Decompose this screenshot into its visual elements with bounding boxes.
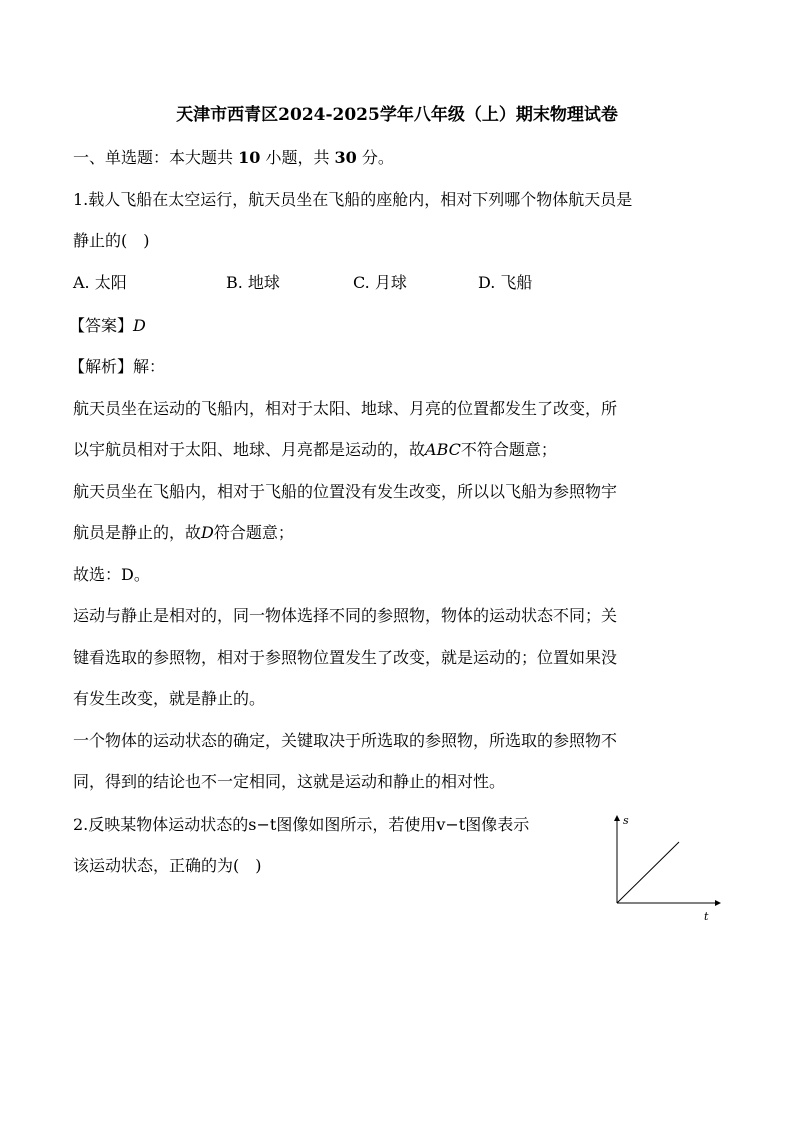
q1-analysis-p1-line2: 以宇航员相对于太阳、地球、月亮都是运动的，故ABC不符合题意； <box>73 440 557 459</box>
q1-analysis-p4-line3: 有发生改变，就是静止的。 <box>73 689 266 708</box>
q1-analysis-p2-line1: 航天员坐在飞船内，相对于飞船的位置没有发生改变，所以以飞船为参照物宇 <box>73 482 618 501</box>
q1-stem-line1: 1.载人飞船在太空运行，航天员坐在飞船的座舱内，相对下列哪个物体航天员是 <box>73 190 633 209</box>
exam-title: 天津市西青区2024-2025学年八年级（上）期末物理试卷 <box>176 105 618 125</box>
section-prefix: 一、单选题：本大题共 <box>73 148 239 167</box>
q1-option-c: C. 月球 <box>353 273 407 292</box>
q1-stem-line2: 静止的( ) <box>73 231 150 250</box>
q2-stem-line2: 该运动状态，正确的为( ) <box>73 856 262 875</box>
q1-option-b: B. 地球 <box>226 273 280 292</box>
section-suffix: 分。 <box>356 148 394 167</box>
st-line <box>617 842 679 903</box>
q2-st-graph <box>604 810 728 926</box>
section-score: 30 <box>334 148 357 167</box>
q1-analysis-choice: 故选：D。 <box>73 565 150 584</box>
q1-analysis-p4-line2: 键看选取的参照物，相对于参照物位置发生了改变，就是运动的；位置如果没 <box>73 648 618 667</box>
section-middle: 小题，共 <box>260 148 335 167</box>
y-axis-label: s <box>623 814 629 827</box>
q1-analysis-p5-line2: 同，得到的结论也不一定相同，这就是运动和静止的相对性。 <box>73 772 506 791</box>
q2-stem-line1: 2.反映某物体运动状态的s−t图像如图所示，若使用v−t图像表示 <box>73 815 530 834</box>
q1-option-d: D. 飞船 <box>478 273 533 292</box>
section-question-count: 10 <box>238 148 261 167</box>
q1-analysis-p4-line1: 运动与静止是相对的，同一物体选择不同的参照物，物体的运动状态不同；关 <box>73 606 618 625</box>
q1-analysis-p5-line1: 一个物体的运动状态的确定，关键取决于所选取的参照物，所选取的参照物不 <box>73 731 618 750</box>
q1-option-a: A. 太阳 <box>73 273 127 292</box>
section-heading <box>73 146 723 170</box>
q1-analysis-p1-line1: 航天员坐在运动的飞船内，相对于太阳、地球、月亮的位置都发生了改变，所 <box>73 399 618 418</box>
answer-value: D <box>133 316 146 335</box>
x-axis-label: t <box>704 910 709 923</box>
q1-answer <box>69 314 719 338</box>
answer-label: 【答案】 <box>69 316 134 335</box>
q1-analysis-p2-line2: 航员是静止的，故D符合题意； <box>73 523 294 542</box>
q1-analysis-label: 【解析】解： <box>69 357 166 376</box>
